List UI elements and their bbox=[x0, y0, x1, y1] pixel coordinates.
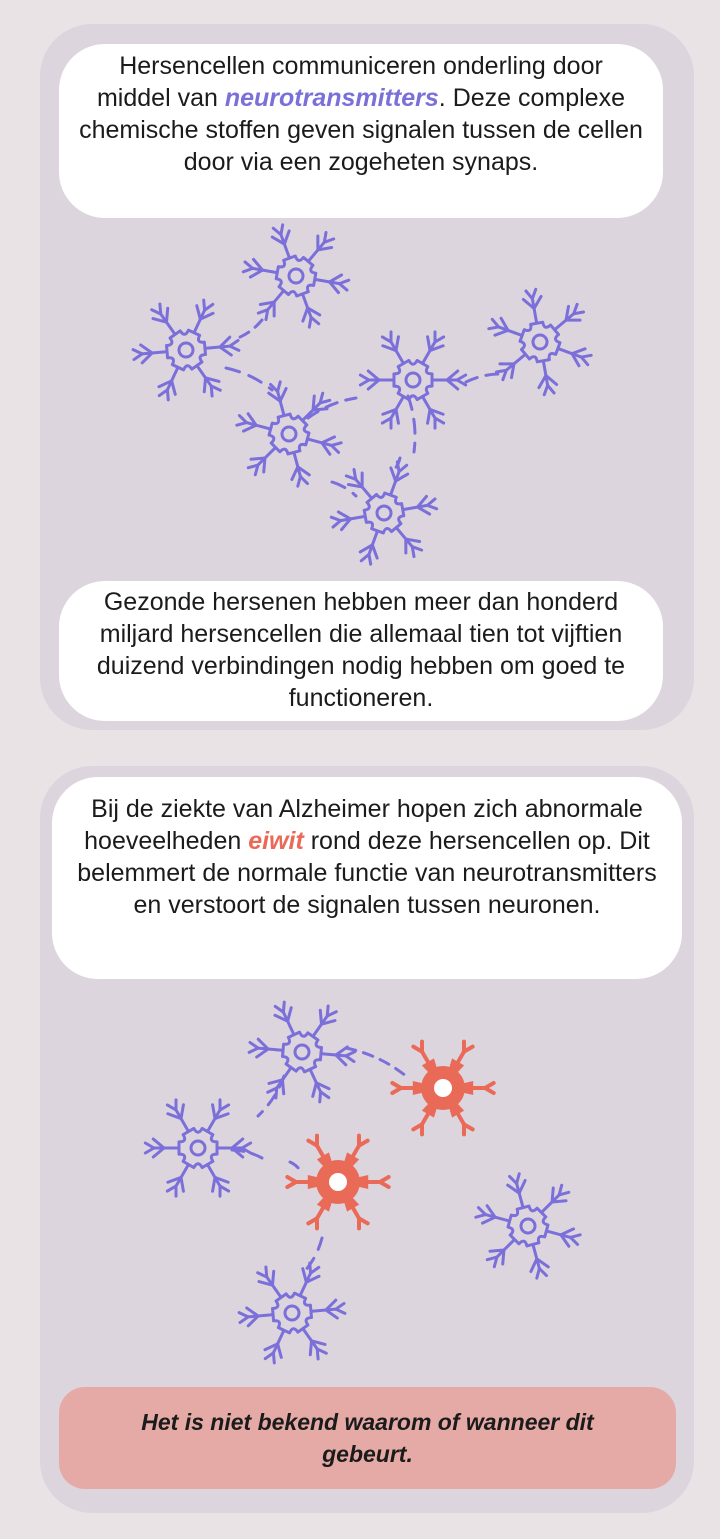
neuron-icon bbox=[360, 332, 465, 428]
unknown-cause-note bbox=[59, 1387, 676, 1489]
note-text: Het is niet bekend waarom of wanneer dit gebeurt. bbox=[141, 1409, 594, 1467]
neuron-icon bbox=[476, 1174, 580, 1278]
neuron-icon bbox=[243, 225, 348, 327]
neuron-icon bbox=[249, 1002, 355, 1102]
neuron-icon bbox=[145, 1100, 250, 1196]
healthy-brain-text: Gezonde hersenen hebben meer dan honderd miljard hersencellen die allemaal tien tot vijftien duizend verbindingen nodig hebben om goed te functioneren. bbox=[96, 588, 626, 712]
eiwit-highlight: eiwit bbox=[248, 827, 304, 855]
alzheimer-bubble bbox=[52, 777, 682, 979]
healthy-brain-bubble bbox=[59, 581, 663, 721]
synapse-connection bbox=[290, 1162, 300, 1170]
neuron-icon bbox=[331, 462, 436, 564]
neuron-icon bbox=[237, 382, 341, 486]
synapse-connection bbox=[408, 396, 415, 452]
neuron-icon bbox=[239, 1263, 345, 1363]
synapse-connection bbox=[466, 374, 502, 382]
affected-neuron-icon bbox=[392, 1042, 493, 1135]
neuron-icon bbox=[133, 300, 239, 400]
intro-text: Hersencellen communiceren onderling door middel van bbox=[96, 52, 603, 112]
neuron-icon bbox=[489, 289, 591, 394]
alzheimer-text-end: rond deze hersencellen op. Dit belemmert de normale functie van neurotransmitters en verstoort de signalen tussen neuronen. bbox=[77, 827, 657, 919]
affected-neuron-icon bbox=[287, 1136, 388, 1229]
synapse-connection bbox=[226, 368, 272, 390]
neurotransmitters-highlight: neurotransmitters bbox=[224, 84, 439, 112]
intro-text-end: . Deze complexe chemische stoffen geven signalen tussen de cellen door via een zogeheten synaps. bbox=[79, 84, 643, 176]
alzheimer-text: Bij de ziekte van Alzheimer hopen zich abnormale hoeveelheden bbox=[84, 795, 643, 855]
synapse-connection bbox=[238, 320, 262, 338]
